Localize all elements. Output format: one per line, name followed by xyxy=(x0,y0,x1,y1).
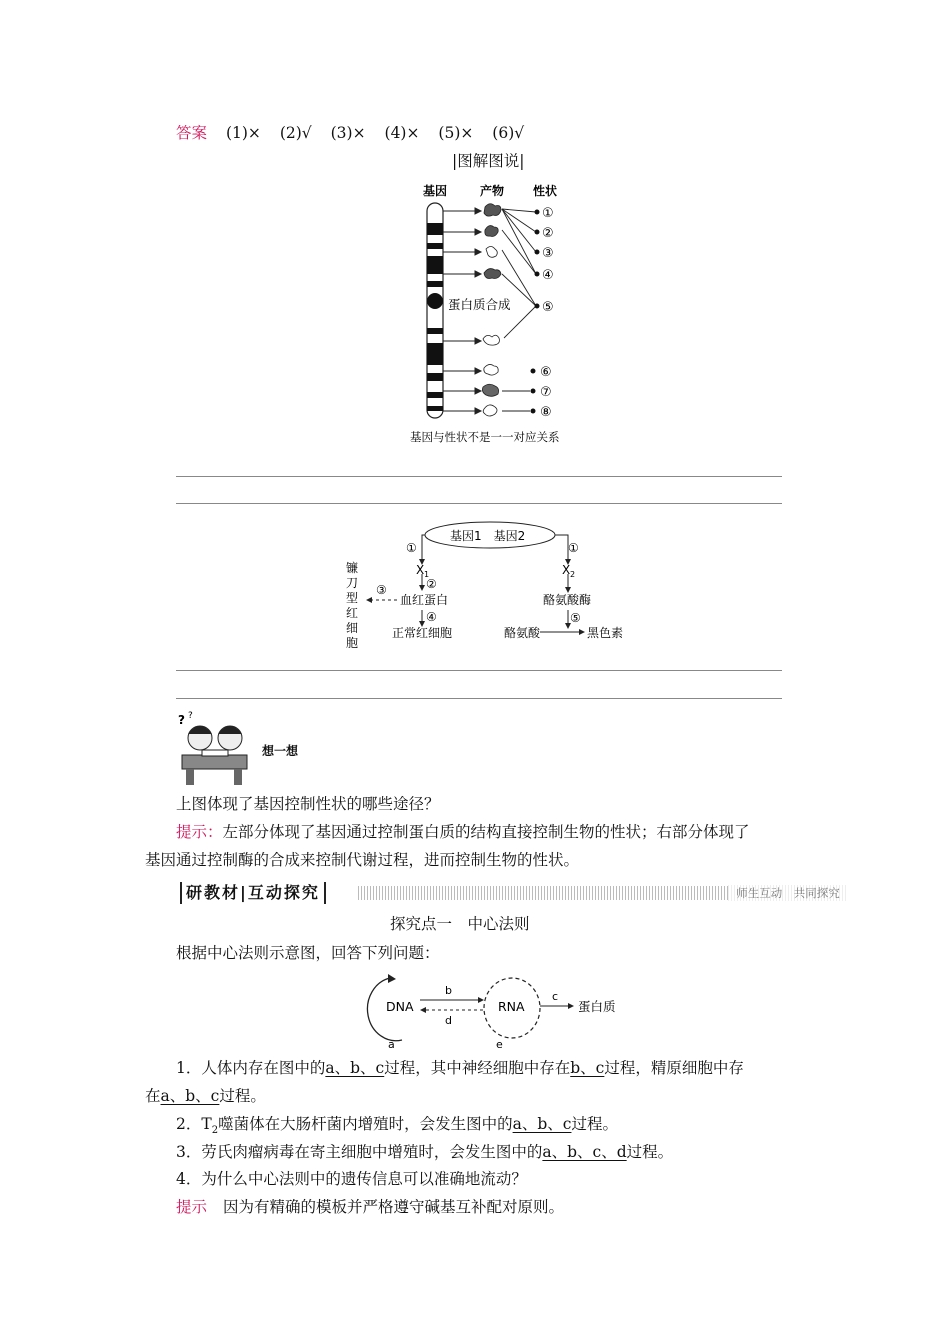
label-b: b xyxy=(445,984,452,997)
banner-hatch xyxy=(358,886,728,900)
hint-label: 提示： xyxy=(176,823,223,841)
dna-label: DNA xyxy=(386,999,414,1014)
section-title: 探究点一 中心法则 xyxy=(390,915,530,933)
rna-label: RNA xyxy=(498,999,525,1014)
think-hint-line2: 基因通过控制酶的合成来控制代谢过程，进而控制生物的性状。 xyxy=(145,851,580,869)
melanin-label: 黑色素 xyxy=(587,626,624,640)
answer-blank-line xyxy=(176,503,782,504)
answer-item: (2)√ xyxy=(279,124,312,142)
step-3-label: ③ xyxy=(376,583,387,597)
x2-subscript: 2 xyxy=(570,570,576,579)
answer-item: (3)× xyxy=(330,124,366,142)
answer-item: (4)× xyxy=(384,124,420,142)
label-d: d xyxy=(445,1014,452,1027)
normal-rbc-label: 正常红细胞 xyxy=(392,626,453,640)
question-1-line1: 1．人体内存在图中的a、b、c过程，其中神经细胞中存在b、c过程，精原细胞中存 xyxy=(176,1059,744,1077)
question-1-line2: 在a、b、c过程。 xyxy=(145,1087,266,1105)
figure1-caption: 基因与性状不是一一对应关系 xyxy=(410,430,560,444)
step-1-label: ① xyxy=(568,541,579,555)
answer-fill: a、b、c、d xyxy=(542,1143,627,1161)
hint-2: 提示 因为有精确的模板并严格遵守碱基互补配对原则。 xyxy=(176,1198,565,1216)
answer-label: 答案 xyxy=(176,124,208,142)
svg-text:型: 型 xyxy=(346,591,359,605)
x2-label: X xyxy=(562,563,571,577)
label-a: a xyxy=(388,1038,395,1050)
svg-text:镰: 镰 xyxy=(346,561,359,575)
step-1-label: ① xyxy=(406,541,417,555)
protein-synthesis-label: 蛋白质合成 xyxy=(448,297,511,312)
trait-mark: ⑥ xyxy=(540,365,552,380)
svg-text:?: ? xyxy=(178,713,185,727)
answer-item: (5)× xyxy=(438,124,474,142)
question-4: 4．为什么中心法则中的遗传信息可以准确地流动？ xyxy=(176,1170,527,1188)
trait-mark: ⑦ xyxy=(540,385,552,400)
students-thinking-icon xyxy=(172,710,262,786)
hint-text: 左部分体现了基因通过控制蛋白质的结构直接控制生物的性状；右部分体现了 xyxy=(222,823,750,841)
banner-title: 研教材|互动探究 xyxy=(180,882,326,904)
answer-fill: a、b、c xyxy=(325,1059,385,1077)
answer-item: (1)× xyxy=(225,124,261,142)
gene-oval-label: 基因1 基因2 xyxy=(450,529,526,543)
protein-label: 蛋白质 xyxy=(578,999,616,1014)
trait-mark: ⑤ xyxy=(542,300,554,315)
question-3: 3．劳氏肉瘤病毒在寄主细胞中增殖时，会发生图中的a、b、c、d过程。 xyxy=(176,1143,674,1161)
answer-fill: a、b、c xyxy=(512,1115,572,1133)
svg-text:胞: 胞 xyxy=(346,636,359,648)
sickle-cell-vertical-label xyxy=(346,560,358,648)
col-trait-label: 性状 xyxy=(533,184,558,198)
question-2: 2．$T_2$噬菌体在大肠杆菌内增殖时，会发生图中的a、b、c过程。 xyxy=(176,1115,618,1137)
answer-blank-line xyxy=(176,670,782,671)
gene-trait-figure xyxy=(390,178,610,453)
answer-blank-line xyxy=(176,698,782,699)
step-4-label: ④ xyxy=(426,610,437,624)
trait-mark: ④ xyxy=(542,268,554,283)
x1-label: X xyxy=(416,563,425,577)
gene-pathway-figure xyxy=(340,518,640,648)
think-question: 上图体现了基因控制性状的哪些途径？ xyxy=(176,795,440,813)
x1-subscript: 1 xyxy=(424,570,430,579)
trait-mark: ① xyxy=(542,206,554,221)
svg-text:细: 细 xyxy=(346,621,359,635)
trait-mark: ② xyxy=(542,226,554,241)
svg-text:刀: 刀 xyxy=(346,576,359,590)
think-label: 想一想 xyxy=(262,744,299,758)
answer-fill: b、c xyxy=(570,1059,605,1077)
chromosome-icon xyxy=(427,203,443,418)
svg-text:?: ? xyxy=(188,711,193,721)
answer-item: (6)√ xyxy=(492,124,525,142)
step-2-label: ② xyxy=(426,577,437,591)
answer-line xyxy=(176,123,524,143)
think-hint-line1 xyxy=(176,822,750,842)
col-gene-label: 基因 xyxy=(423,184,448,198)
svg-text:红: 红 xyxy=(346,606,359,620)
figure-section-title: |图解图说| xyxy=(452,152,525,170)
label-c: c xyxy=(552,990,559,1003)
enzyme-label: 酪氨酸酶 xyxy=(543,593,592,607)
step-5-label: ⑤ xyxy=(570,611,581,625)
answer-fill: a、b、c xyxy=(160,1087,220,1105)
col-product-label: 产物 xyxy=(480,184,505,198)
trait-mark: ③ xyxy=(542,246,554,261)
hemoglobin-label: 血红蛋白 xyxy=(400,593,449,607)
tyrosine-label: 酪氨酸 xyxy=(504,626,541,640)
section-intro: 根据中心法则示意图，回答下列问题： xyxy=(176,944,440,962)
section-banner xyxy=(176,882,848,904)
banner-right-text: 师生互动 共同探究 xyxy=(728,885,848,901)
central-dogma-diagram xyxy=(360,970,630,1050)
trait-mark: ⑧ xyxy=(540,405,552,420)
answer-blank-line xyxy=(176,476,782,477)
hint-label: 提示 xyxy=(176,1198,208,1216)
label-e: e xyxy=(496,1038,503,1050)
